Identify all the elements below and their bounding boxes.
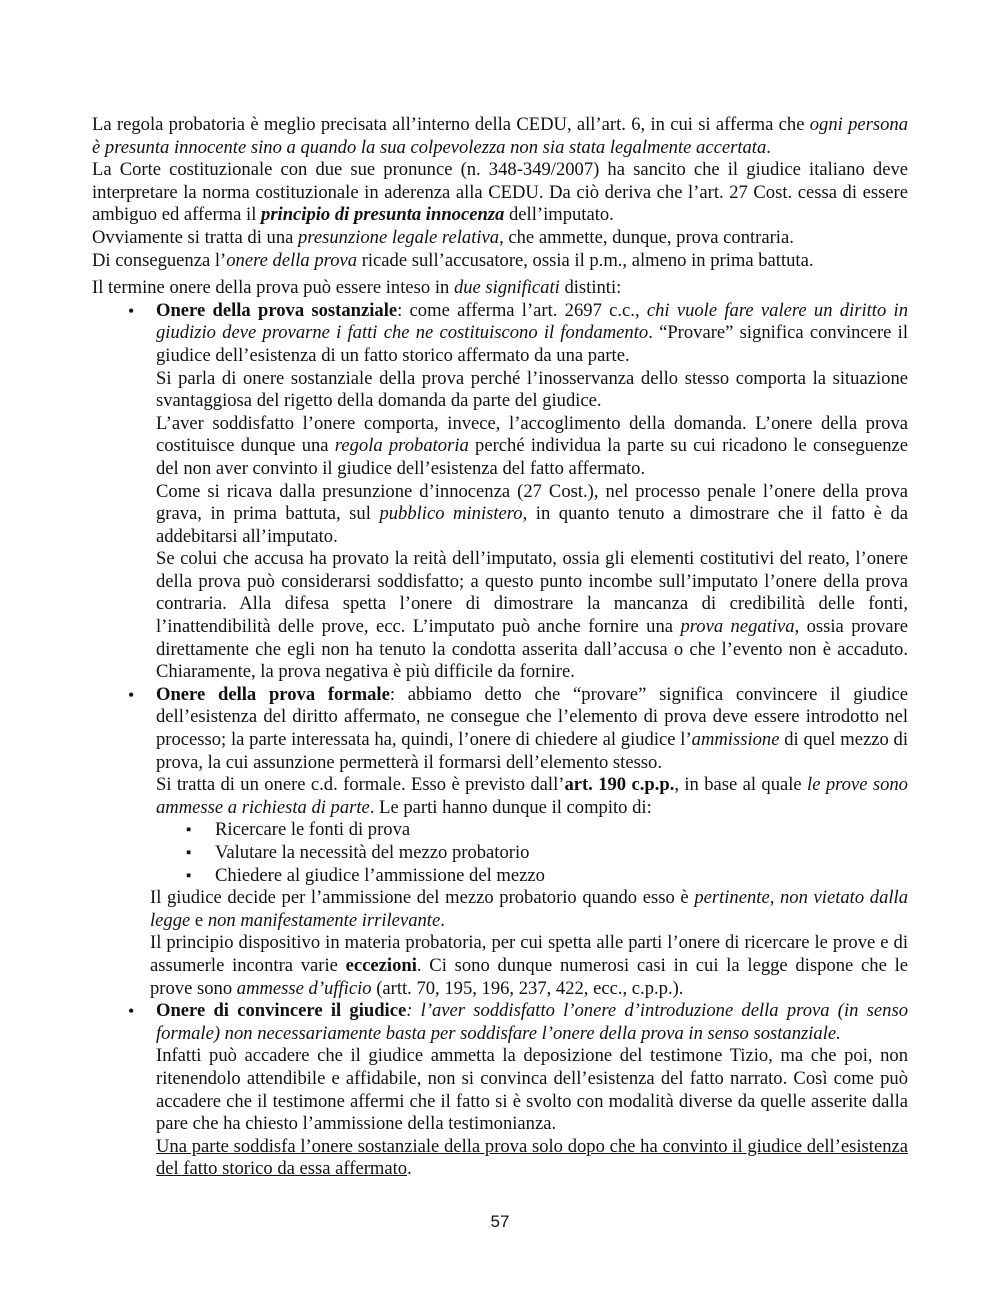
- page-number: 57: [490, 1212, 510, 1231]
- principio-dispositivo-paragraph: Il principio dispositivo in materia probatoria, per cui spetta alle parti l’onere di ricercare le prove e di assumerle incontra varie eccezioni. Ci sono dunque numerosi casi in cui la legge dispone che le prove sono ammesse d’ufficio (artt. 70, 195, 196, 237, 422, ecc., c.p.p.).: [150, 932, 908, 999]
- bullet-paragraph: Come si ricava dalla presunzione d’innocenza (27 Cost.), nel processo penale l’onere della prova grava, in prima battuta, sul pubblico ministero, in quanto tenuto a dimostrare che il fatto è da addebitarsi all’imputato.: [156, 480, 908, 547]
- bullet-paragraph: L’aver soddisfatto l’onere comporta, invece, l’accoglimento della domanda. L’onere della prova costituisce dunque una regola probatoria perché individua la parte su cui ricadono le conseguenze del non aver convinto il giudice dell’esistenza del fatto affermato.: [156, 412, 908, 479]
- list-item-onere-convincere: • Onere di convincere il giudice: l’aver soddisfatto l’onere d’introduzione della prova (in senso formale) non necessariamente basta per soddisfare l’onere della prova in senso sostanziale. Infatti può accadere che il giudice ammetta la deposizione del testimone Tizio, ma che poi, non ritenendolo attendibile e affidabile, non si convinca dell’esistenza del fatto narrato. Così come può accadere che il testimone affermi che il fatto si è svolto con modalità diverse da quelle asserite dalla pare che ha chiesto l’ammissione della testimonianza. Una parte soddisfa l’onere sostanziale della prova solo dopo che ha convinto il giudice dell’esistenza del fatto storico da essa affermato.: [92, 1000, 908, 1181]
- sub-list-item: ▪ Chiedere al giudice l’ammissione del mezzo: [92, 865, 908, 888]
- post-list-block: [92, 887, 908, 1000]
- bullet-paragraph: Infatti può accadere che il giudice ammetta la deposizione del testimone Tizio, ma che poi, non ritenendolo attendibile e affidabile, non si convinca dell’esistenza del fatto narrato. Così come può accadere che il testimone affermi che il fatto si è svolto con modalità diverse da quelle asserite dalla pare che ha chiesto l’ammissione della testimonianza.: [156, 1045, 908, 1135]
- bullet-title: Onere della prova sostanziale: [156, 299, 398, 321]
- bullet-title: Onere della prova formale: [156, 683, 390, 705]
- intro-paragraph-onere: Di conseguenza l’onere della prova ricade sull’accusatore, ossia il p.m., almeno in prima battuta.: [92, 249, 814, 271]
- list-item-onere-formale: • Onere della prova formale: abbiamo detto che “provare” significa convincere il giudice dell’esistenza del diritto affermato, ne consegue che l’elemento di prova deve essere introdotto nel processo; la parte interessata ha, quindi, l’onere di chiedere al giudice l’ammissione di quel mezzo di prova, la cui assunzione permetterà il formarsi dell’elemento stesso. Si tratta di un onere c.d. formale. Esso è previsto dall’art. 190 c.p.p., in base al quale le prove sono ammesse a richiesta di parte. Le parti hanno dunque il compito di:: [92, 684, 908, 820]
- intro-paragraph-corte: La Corte costituzionale con due sue pronunce (n. 348-349/2007) ha sancito che il giudice italiano deve interpretare la norma costituzionale in aderenza alla CEDU. Da ciò deriva che l’art. 27 Cost. cessa di essere ambiguo ed afferma il principio di presunta innocenza dell’imputato.: [92, 159, 908, 226]
- bullet-paragraph: Si parla di onere sostanziale della prova perché l’inosservanza dello stesso comporta la situazione svantaggiosa del rigetto della domanda da parte del giudice.: [156, 367, 908, 412]
- bullet-paragraph-conclusion: Una parte soddisfa l’onere sostanziale della prova solo dopo che ha convinto il giudice dell’esistenza del fatto storico da essa affermato.: [156, 1135, 908, 1180]
- document-page: [92, 114, 908, 1181]
- intro-paragraph-presunzione: Ovviamente si tratta di una presunzione legale relativa, che ammette, dunque, prova contraria.: [92, 226, 794, 248]
- sub-list-compiti: [92, 819, 908, 887]
- sub-list-item: ▪ Ricercare le fonti di prova: [92, 819, 908, 842]
- intro-paragraph-cedu: La regola probatoria è meglio precisata all’interno della CEDU, all’art. 6, in cui si afferma che ogni persona è presunta innocente sino a quando la sua colpevolezza non sia stata legalmente accertata.: [92, 114, 908, 158]
- intro-paragraph-significati: Il termine onere della prova può essere inteso in due significati distinti:: [92, 277, 622, 299]
- bullet-title: Onere di convincere il giudice: [156, 1000, 407, 1022]
- list-item-onere-sostanziale: • Onere della prova sostanziale: come afferma l’art. 2697 c.c., chi vuole fare valere un diritto in giudizio deve provarne i fatti che ne costituiscono il fondamento. “Provare” significa convincere il giudice dell’esistenza di un fatto storico affermato da una parte. Si parla di onere sostanziale della prova perché l’inosservanza dello stesso comporta la situazione svantaggiosa del rigetto della domanda da parte del giudice. L’aver soddisfatto l’onere comporta, invece, l’accoglimento della domanda. L’onere della prova costituisce dunque una regola probatoria perché individua la parte su cui ricadono le conseguenze del non aver convinto il giudice dell’esistenza del fatto affermato. Come si ricava dalla presunzione d’innocenza (27 Cost.), nel processo penale l’onere della prova grava, in prima battuta, sul pubblico ministero, in quanto tenuto a dimostrare che il fatto è da addebitarsi all’imputato. Se colui che accusa ha provato la reità dell’imputato, ossia gli elementi costitutivi del reato, l’onere della prova può considerarsi soddisfatto; a questo punto incombe sull’imputato l’onere della prova contraria. Alla difesa spetta l’onere di dimostrare la mancanza di credibilità delle fonti, l’inattendibilità delle prove, ecc. L’imputato può anche fornire una prova negativa, ossia provare direttamente che egli non ha tenuto la condotta asserita dall’accusa o che l’evento non è accaduto. Chiaramente, la prova negativa è più difficile da fornire.: [92, 300, 908, 684]
- meanings-list-continued: [92, 1000, 908, 1181]
- bullet-paragraph: Se colui che accusa ha provato la reità dell’imputato, ossia gli elementi costitutivi del reato, l’onere della prova può considerarsi soddisfatto; a questo punto incombe sull’imputato l’onere della prova contraria. Alla difesa spetta l’onere di dimostrare la mancanza di credibilità delle fonti, l’inattendibilità delle prove, ecc. L’imputato può anche fornire una prova negativa, ossia provare direttamente che egli non ha tenuto la condotta asserita dall’accusa o che l’evento non è accaduto. Chiaramente, la prova negativa è più difficile da fornire.: [156, 548, 908, 683]
- sub-list-item: ▪ Valutare la necessità del mezzo probatorio: [92, 842, 908, 865]
- bullet-paragraph: Si tratta di un onere c.d. formale. Esso è previsto dall’art. 190 c.p.p., in base al quale le prove sono ammesse a richiesta di parte. Le parti hanno dunque il compito di:: [156, 774, 908, 818]
- ammissione-paragraph: Il giudice decide per l’ammissione del mezzo probatorio quando esso è pertinente, non vietato dalla legge e non manifestamente irrilevante.: [150, 887, 908, 931]
- meanings-list: [92, 300, 908, 820]
